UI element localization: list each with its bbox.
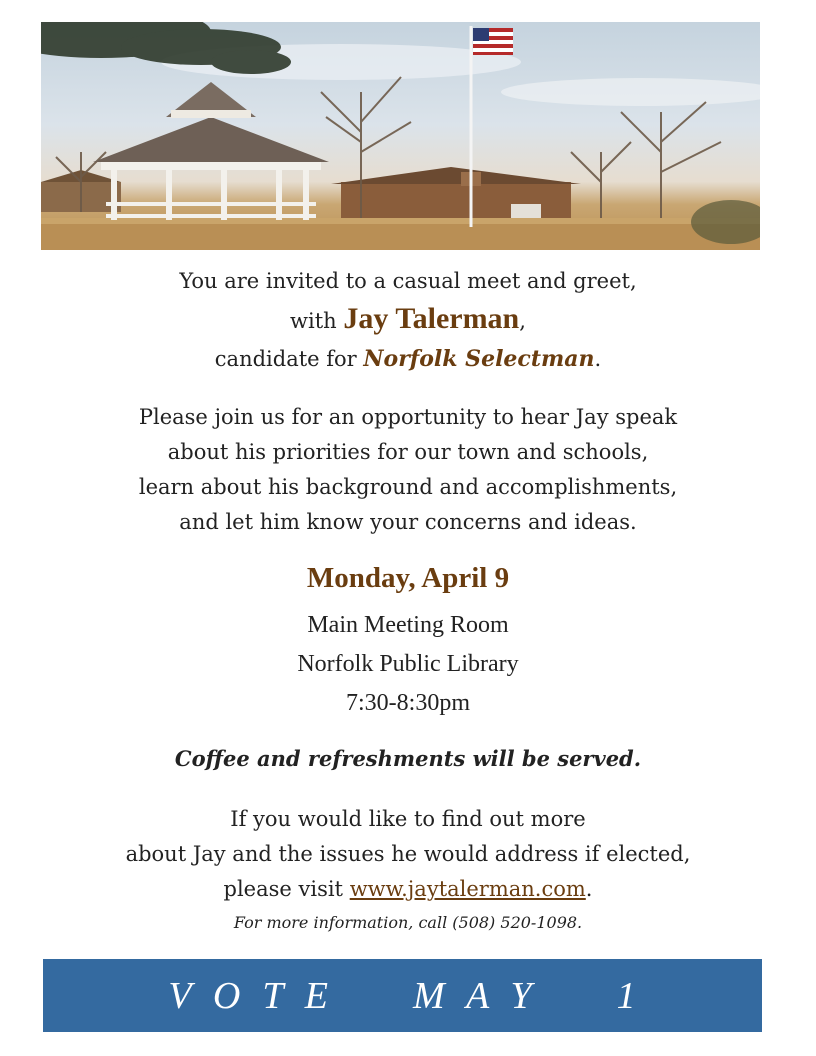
event-time: 7:30-8:30pm (346, 690, 470, 716)
visit-suffix: . (585, 877, 593, 901)
body-line: about his priorities for our town and schools, (167, 440, 649, 464)
more-info-line: about Jay and the issues he would address if elected, (125, 842, 691, 866)
comma: , (519, 309, 526, 333)
period: . (594, 347, 602, 371)
office-line (0, 340, 816, 378)
more-info-line: If you would like to find out more (230, 807, 586, 831)
gazebo-scene-illustration (41, 22, 760, 250)
event-venue (0, 606, 816, 723)
more-info (0, 802, 816, 907)
event-date: Monday, April 9 (306, 562, 510, 594)
visit-line (0, 872, 816, 907)
banner-photo (41, 22, 760, 250)
with-word: with (290, 309, 337, 333)
website-link[interactable]: www.jaytalerman.com (349, 877, 586, 901)
vote-banner (43, 959, 762, 1032)
body-line: learn about his background and accomplishments, (138, 475, 678, 499)
body-line: Please join us for an opportunity to hear Jay speak (138, 405, 678, 429)
office-title: Norfolk Selectman (363, 346, 595, 372)
intro-line: You are invited to a casual meet and greet, (179, 269, 637, 293)
event-location: Norfolk Public Library (297, 651, 519, 677)
body-line: and let him know your concerns and ideas. (179, 510, 637, 534)
invitation-intro (0, 262, 816, 378)
visit-prefix: please visit (223, 877, 343, 901)
event-room: Main Meeting Room (307, 612, 509, 638)
candidate-line (0, 300, 816, 340)
candidate-for: candidate for (214, 347, 357, 371)
vote-banner-text: V O T E M A Y 1 (168, 974, 637, 1017)
refreshments-note: Coffee and refreshments will be served. (174, 746, 642, 771)
contact-info: For more information, call (508) 520-1098. (233, 913, 583, 932)
candidate-name: Jay Talerman (343, 302, 520, 335)
invitation-body (0, 400, 816, 540)
